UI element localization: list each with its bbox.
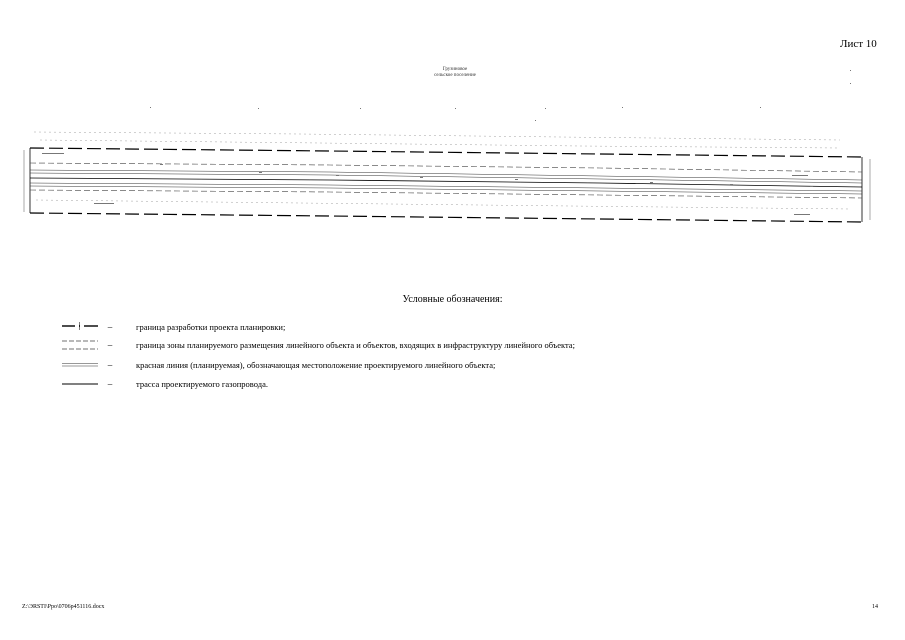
project-boundary-symbol [62, 321, 98, 333]
plan-details [34, 132, 850, 209]
legend-separator: – [107, 340, 113, 350]
legend-separator: – [107, 360, 113, 370]
project-boundary-bottom [30, 213, 862, 222]
red-lines [30, 170, 862, 194]
settlement-label-line-1: Грузиновое [442, 67, 468, 72]
legend-text: граница разработки проекта планировки; [136, 322, 286, 332]
settlement-label-line-2: сельское поселение [434, 73, 476, 78]
zone-boundary-symbol [62, 339, 98, 351]
legend-item-pipeline-route [62, 377, 268, 391]
legend-text: граница зоны планируемого размещения линейного объекта и объектов, входящих в инфраструктуру линейного объекта; [136, 340, 575, 350]
pipeline-route [30, 178, 862, 187]
pipeline-route-symbol [62, 378, 98, 390]
legend-text: красная линия (планируемая), обозначающая местоположение проектируемого линейного объекта; [136, 360, 496, 370]
legend-separator: – [107, 322, 113, 332]
legend-title: Условные обозначения: [402, 294, 503, 305]
red-line-symbol [62, 359, 98, 371]
legend-item-zone-boundary [62, 338, 575, 352]
file-path: Z:\ЭRSTI\Ppo\0706p451116.docx [22, 604, 105, 610]
page-number: 14 [872, 604, 878, 610]
sheet-number: Лист 10 [840, 38, 877, 50]
legend-text: трасса проектируемого газопровода. [136, 379, 268, 389]
legend-separator: – [107, 379, 113, 389]
legend-item-project-boundary [62, 320, 285, 334]
project-boundary-top [30, 148, 862, 157]
legend-item-red-line [62, 358, 495, 372]
plan-drawing [0, 0, 905, 260]
